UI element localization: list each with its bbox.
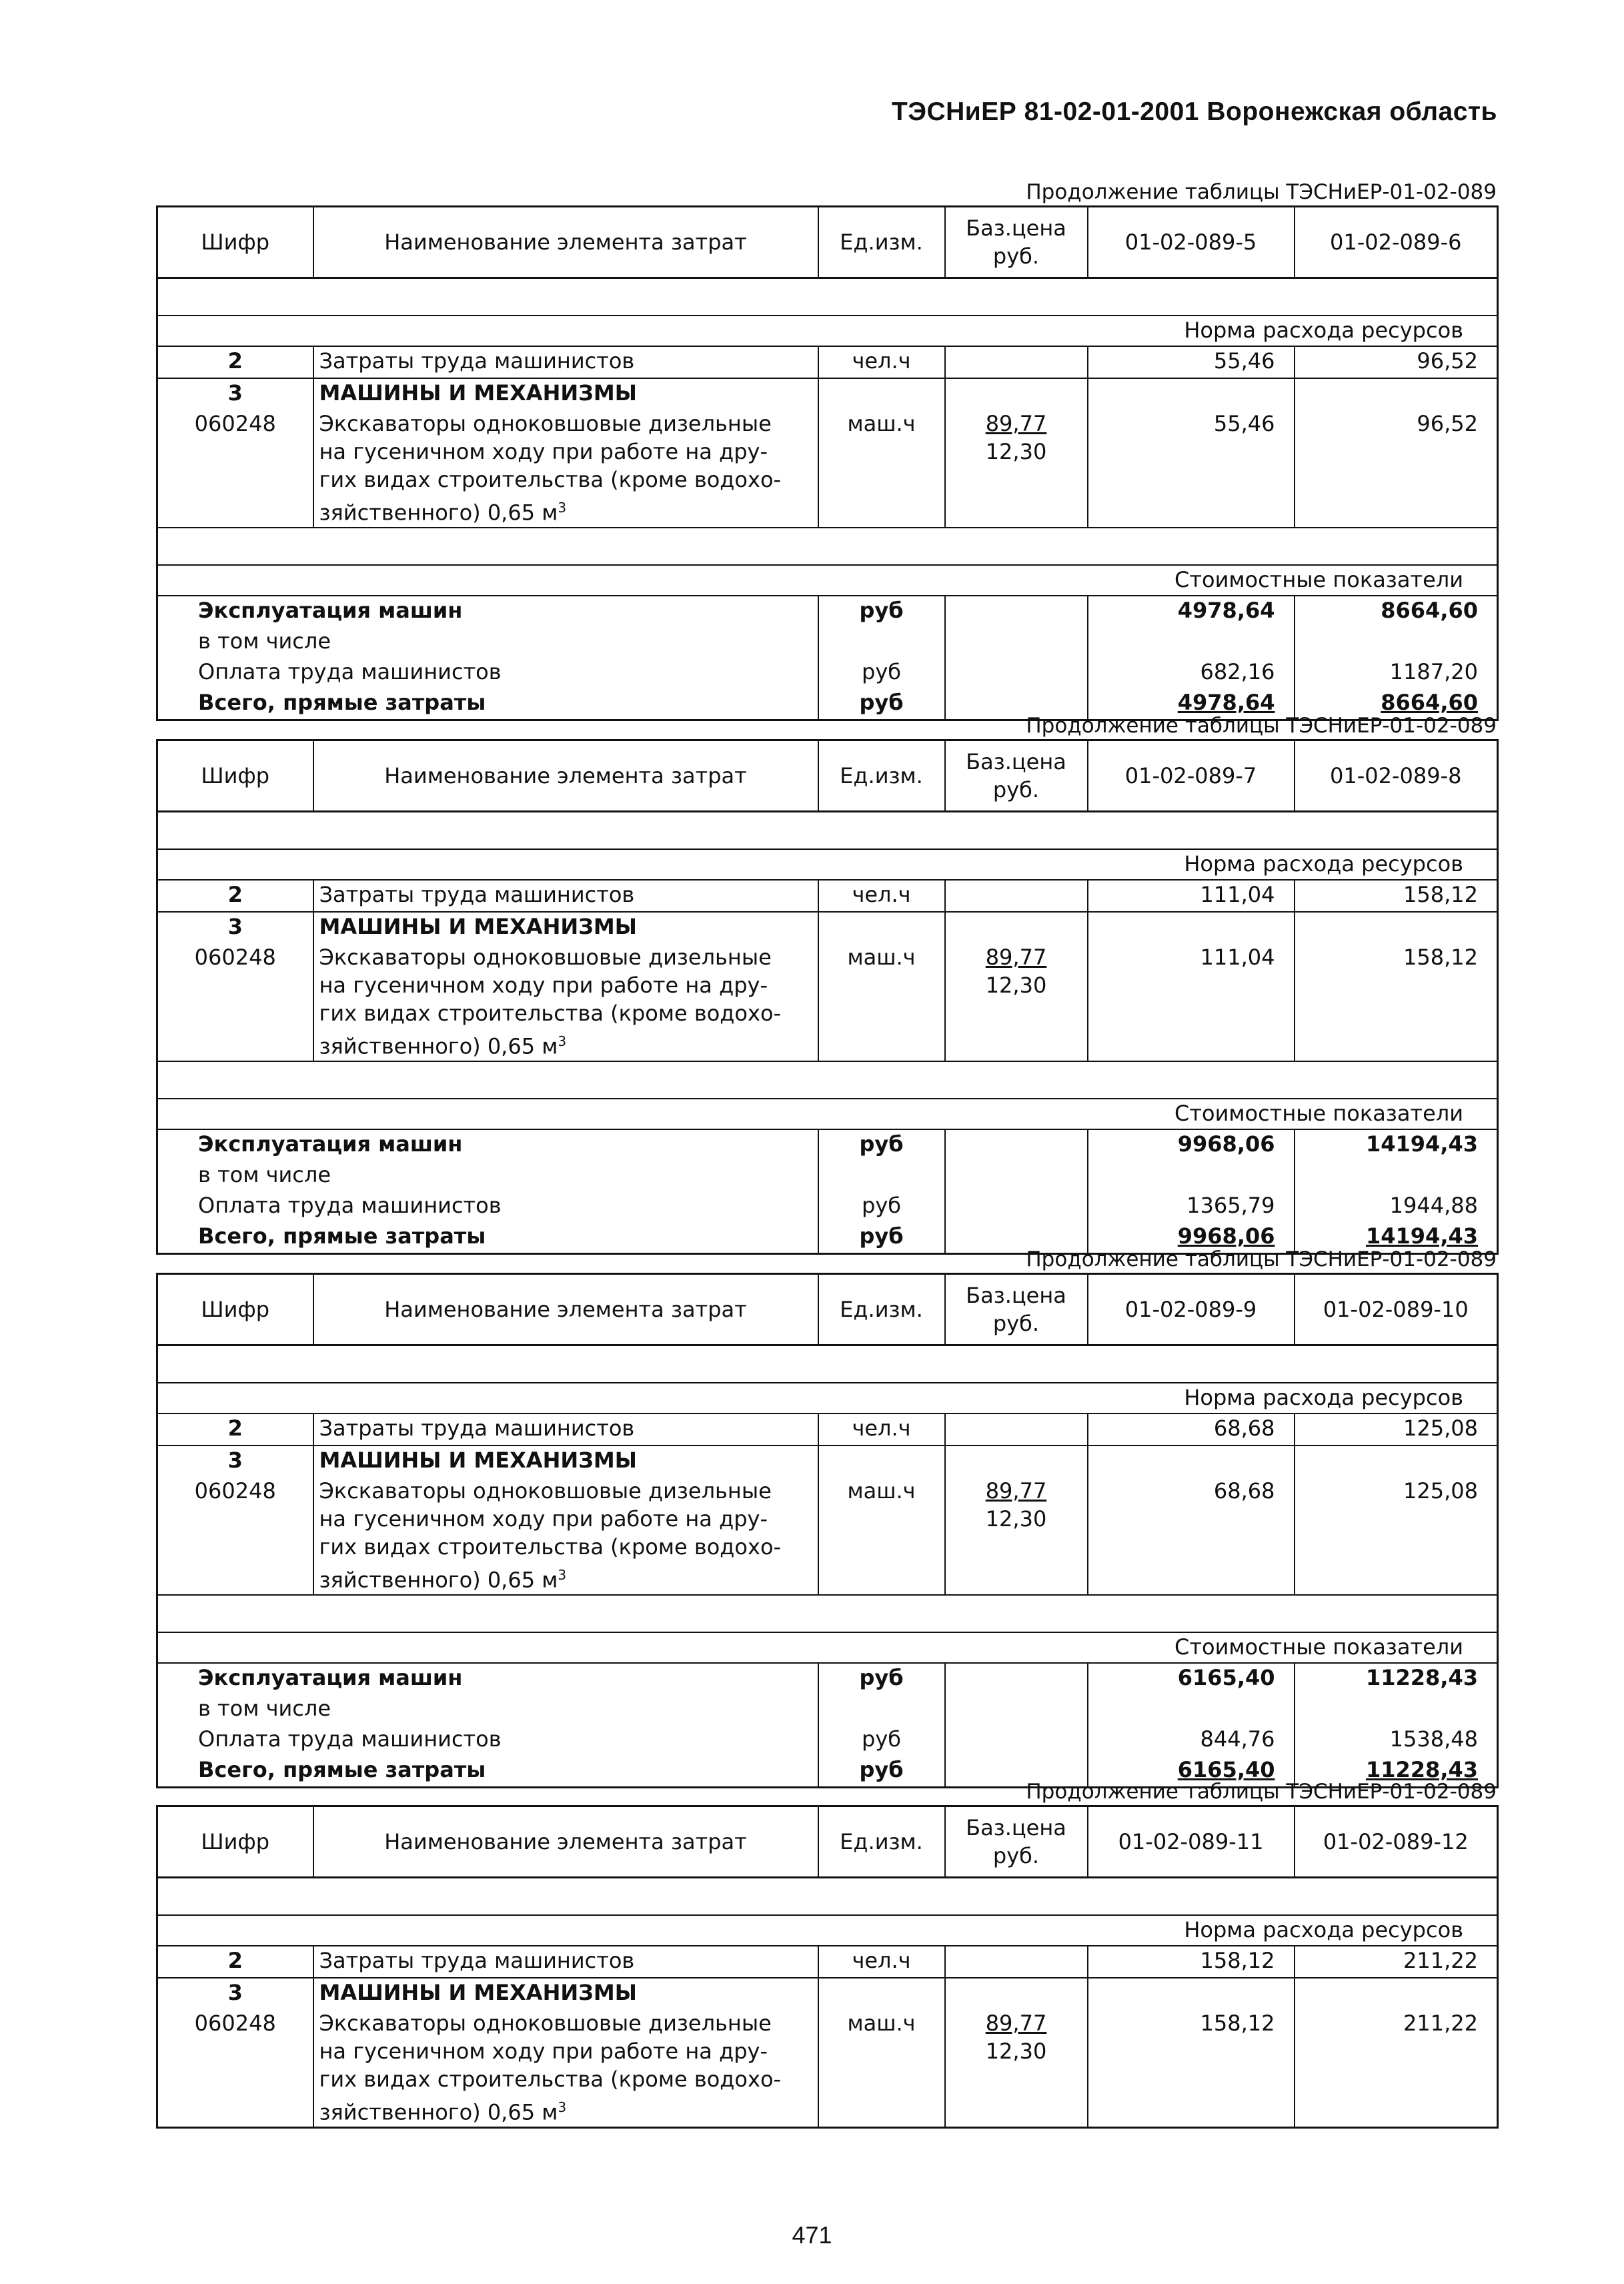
exploit-row: Эксплуатация машин руб 6165,40 11228,43 [157, 1663, 1498, 1694]
wage-row: Оплата труда машинистов руб 844,76 1538,48 [157, 1725, 1498, 1756]
col-code-header: Шифр [157, 1274, 313, 1345]
col-b-header: 01-02-089-12 [1295, 1806, 1498, 1878]
col-b-header: 01-02-089-6 [1295, 207, 1498, 278]
excavator-row: 060248 Экскаваторы одноковшовые дизельные на гусеничном ходу при работе на дру- гих видах строительства (кроме водохо- зяйственного) 0,65 $м^3$ маш.ч 89,77 12,30 55,46 96,52 [157, 410, 1498, 528]
including-row: в том числе [157, 627, 1498, 658]
table-block-3 [156, 1246, 1497, 1788]
resource-table [156, 1805, 1499, 2129]
machines-row: 3 МАШИНЫ И МЕХАНИЗМЫ [157, 1978, 1498, 2009]
labor-row: 2 Затраты труда машинистов чел.ч 55,46 96,52 [157, 346, 1498, 378]
resource-table [156, 1273, 1499, 1788]
table-header-row [157, 207, 1498, 278]
col-unit-header: Ед.изм. [818, 207, 945, 278]
col-name-header: Наименование элемента затрат [313, 1274, 818, 1345]
table-block-2 [156, 712, 1497, 1255]
cost-section-label: Стоимостные показатели [157, 565, 1498, 596]
cost-section-label: Стоимостные показатели [157, 1099, 1498, 1129]
table-header-row [157, 1806, 1498, 1878]
table-header-row [157, 740, 1498, 812]
table-block-4 [156, 1778, 1497, 2129]
col-price-header: Баз.цена руб. [945, 207, 1088, 278]
col-name-header: Наименование элемента затрат [313, 740, 818, 812]
norm-section-label: Норма расхода ресурсов [157, 849, 1498, 880]
excavator-row: 060248 Экскаваторы одноковшовые дизельные на гусеничном ходу при работе на дру- гих видах строительства (кроме водохо- зяйственного) 0,65 $м^3$ маш.ч 89,77 12,30 111,04 158,12 [157, 943, 1498, 1061]
labor-row: 2 Затраты труда машинистов чел.ч 68,68 125,08 [157, 1413, 1498, 1446]
col-a-header: 01-02-089-7 [1088, 740, 1295, 812]
col-a-header: 01-02-089-5 [1088, 207, 1295, 278]
col-price-header: Баз.цена руб. [945, 1274, 1088, 1345]
col-unit-header: Ед.изм. [818, 1806, 945, 1878]
total-row: Всего, прямые затраты руб 4978,64 8664,60 [157, 688, 1498, 720]
labor-row: 2 Затраты труда машинистов чел.ч 111,04 158,12 [157, 880, 1498, 912]
page-header: ТЭСНиЕР 81-02-01-2001 Воронежская область [891, 97, 1497, 126]
labor-row: 2 Затраты труда машинистов чел.ч 158,12 211,22 [157, 1946, 1498, 1978]
including-row: в том числе [157, 1694, 1498, 1725]
norm-section-label: Норма расхода ресурсов [157, 1383, 1498, 1413]
col-name-header: Наименование элемента затрат [313, 1806, 818, 1878]
col-price-header: Баз.цена руб. [945, 1806, 1088, 1878]
excavator-row: 060248 Экскаваторы одноковшовые дизельные на гусеничном ходу при работе на дру- гих видах строительства (кроме водохо- зяйственного) 0,65 $м^3$ маш.ч 89,77 12,30 68,68 125,08 [157, 1477, 1498, 1595]
table-caption: Продолжение таблицы ТЭСНиЕР-01-02-089 [1026, 1247, 1497, 1271]
norm-section-label: Норма расхода ресурсов [157, 316, 1498, 346]
col-unit-header: Ед.изм. [818, 1274, 945, 1345]
col-unit-header: Ед.изм. [818, 740, 945, 812]
resource-table [156, 739, 1499, 1255]
total-row: Всего, прямые затраты руб 9968,06 14194,43 [157, 1222, 1498, 1254]
total-row: Всего, прямые затраты руб 6165,40 11228,43 [157, 1756, 1498, 1788]
col-price-header: Баз.цена руб. [945, 740, 1088, 812]
cost-section-label: Стоимостные показатели [157, 1632, 1498, 1663]
col-name-header: Наименование элемента затрат [313, 207, 818, 278]
wage-row: Оплата труда машинистов руб 1365,79 1944,88 [157, 1191, 1498, 1222]
exploit-row: Эксплуатация машин руб 9968,06 14194,43 [157, 1129, 1498, 1161]
norm-section-label: Норма расхода ресурсов [157, 1915, 1498, 1946]
including-row: в том числе [157, 1161, 1498, 1191]
machines-row: 3 МАШИНЫ И МЕХАНИЗМЫ [157, 378, 1498, 410]
col-code-header: Шифр [157, 1806, 313, 1878]
col-a-header: 01-02-089-9 [1088, 1274, 1295, 1345]
resource-table [156, 205, 1499, 721]
excavator-row: 060248 Экскаваторы одноковшовые дизельные на гусеничном ходу при работе на дру- гих видах строительства (кроме водохо- зяйственного) 0,65 $м^3$ маш.ч 89,77 12,30 158,12 211,22 [157, 2009, 1498, 2128]
table-caption: Продолжение таблицы ТЭСНиЕР-01-02-089 [1026, 1780, 1497, 1804]
wage-row: Оплата труда машинистов руб 682,16 1187,20 [157, 658, 1498, 688]
table-caption: Продолжение таблицы ТЭСНиЕР-01-02-089 [1026, 180, 1497, 204]
machines-row: 3 МАШИНЫ И МЕХАНИЗМЫ [157, 912, 1498, 943]
machines-row: 3 МАШИНЫ И МЕХАНИЗМЫ [157, 1446, 1498, 1477]
table-caption: Продолжение таблицы ТЭСНиЕР-01-02-089 [1026, 714, 1497, 738]
col-b-header: 01-02-089-8 [1295, 740, 1498, 812]
col-b-header: 01-02-089-10 [1295, 1274, 1498, 1345]
table-header-row [157, 1274, 1498, 1345]
exploit-row: Эксплуатация машин руб 4978,64 8664,60 [157, 596, 1498, 627]
table-block-1 [156, 179, 1497, 721]
page-number: 471 [792, 2221, 832, 2249]
col-code-header: Шифр [157, 740, 313, 812]
col-a-header: 01-02-089-11 [1088, 1806, 1295, 1878]
col-code-header: Шифр [157, 207, 313, 278]
